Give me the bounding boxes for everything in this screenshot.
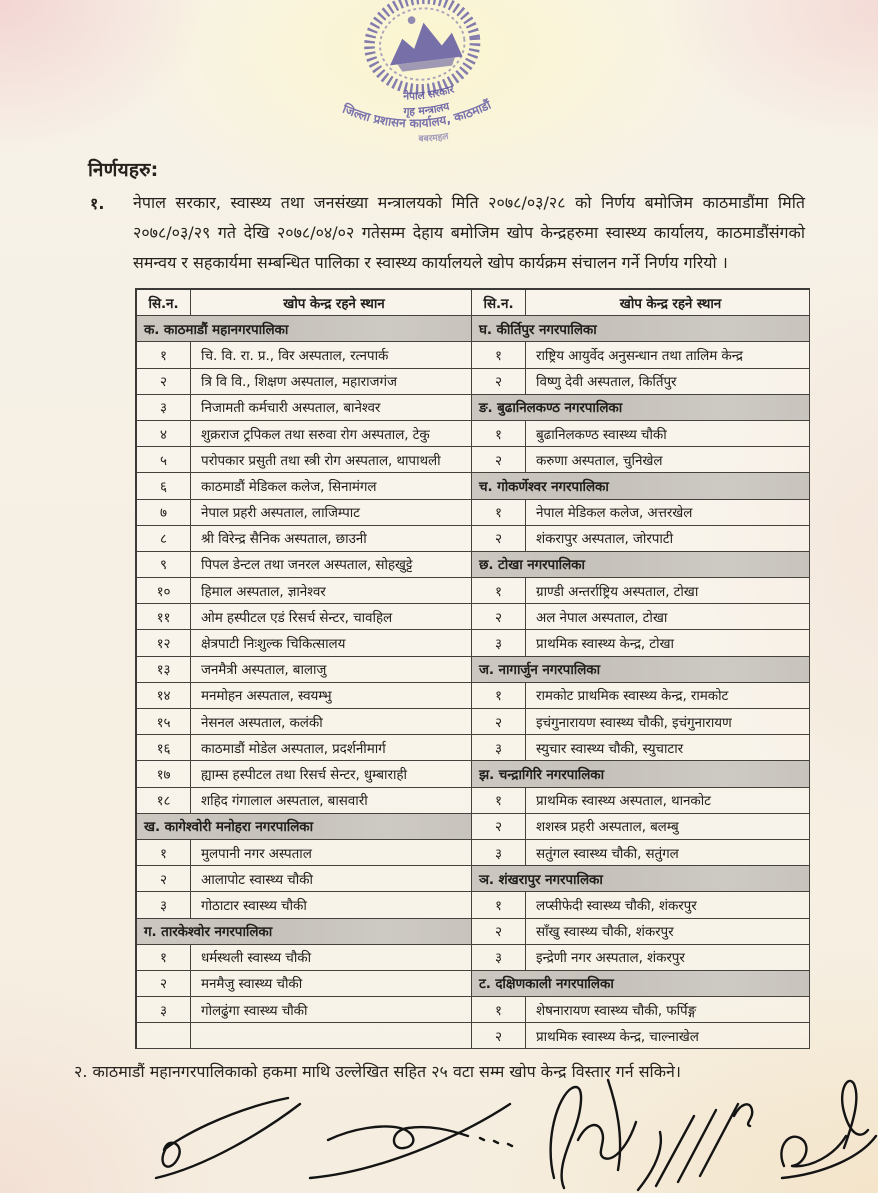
center-name-cell: चि. वि. रा. प्र., विर अस्पताल, रत्नपार्क [191, 342, 472, 368]
government-seal-icon [313, 0, 581, 167]
center-name-cell: ओम हस्पीटल एडं रिसर्च सेन्टर, चावहिल [191, 604, 472, 630]
serial-number-cell: २ [472, 814, 526, 840]
serial-number-cell: २ [472, 1023, 526, 1049]
center-name-cell: मनमोहन अस्पताल, स्वयम्भु [191, 683, 472, 709]
serial-number-cell: १६ [137, 735, 191, 761]
center-name-cell: परोपकार प्रसुती तथा स्त्री रोग अस्पताल, थापाथली [191, 447, 472, 473]
serial-number-cell: ७ [137, 500, 191, 526]
serial-number-cell: २ [472, 369, 526, 395]
serial-number-cell: १७ [137, 761, 191, 787]
serial-number-cell: ८ [137, 526, 191, 552]
serial-number-cell: ५ [137, 447, 191, 473]
serial-number-cell: २ [137, 369, 191, 395]
signature-4 [638, 1104, 752, 1190]
official-stamp [313, 0, 581, 167]
center-name-cell: श्री विरेन्द्र सैनिक अस्पताल, छाउनी [191, 526, 472, 552]
decision-1 [88, 188, 806, 278]
center-name-cell: ग्राण्डी अन्तर्राष्ट्रिय अस्पताल, टोखा [526, 578, 810, 604]
decisions-heading: निर्णयहरु: [88, 159, 159, 181]
center-name-cell: लप्सीफेदी स्वास्थ्य चौकी, शंकरपुर [526, 892, 810, 918]
section-header-cell: क. काठमाडौं महानगरपालिका [137, 316, 472, 342]
center-name-cell: प्राथमिक स्वास्थ्य केन्द्र, चाल्नाखेल [526, 1023, 810, 1049]
serial-number-cell: १ [472, 997, 526, 1023]
section-header-cell: झ. चन्द्रागिरि नगरपालिका [472, 761, 810, 787]
section-header-cell: ख. कागेश्वोरी मनोहरा नगरपालिका [137, 814, 472, 840]
decision-1-text: नेपाल सरकार, स्वास्थ्य तथा जनसंख्या मन्त्रालयको मिति २०७८/०३/२८ को निर्णय बमोजिम काठमाडौंमा मिति २०७८/०३/२९ गते देखि २०७८/०४/०२ गतेसम्म देहाय बमोजिम खोप केन्द्रहरुमा स्वास्थ्य कार्यालय, काठमाडौंसंगको समन्वय र सहकार्यमा सम्बन्धित पालिका र स्वास्थ्य कार्यालयले खोप कार्यक्रम संचालन गर्ने निर्णय गरियो । [133, 193, 805, 272]
center-name-cell: नेसनल अस्पताल, कलंकी [191, 709, 472, 735]
center-name-cell: इचंगुनारायण स्वास्थ्य चौकी, इचंगुनारायण [526, 709, 810, 735]
column-header-place: खोप केन्द्र रहने स्थान [526, 290, 810, 316]
center-name-cell: सतुंगल स्वास्थ्य चौकी, सतुंगल [526, 840, 810, 866]
center-name-cell: गोठाटार स्वास्थ्य चौकी [191, 892, 472, 918]
center-name-cell: रामकोट प्राथमिक स्वास्थ्य केन्द्र, रामकोट [526, 683, 810, 709]
serial-number-cell: ४ [137, 421, 191, 447]
center-name-cell: शहिद गंगालाल अस्पताल, बासवारी [191, 788, 472, 814]
center-name-cell: त्रि वि वि., शिक्षण अस्पताल, महाराजगंज [191, 369, 472, 395]
center-name-cell: राष्ट्रिय आयुर्वेद अनुसन्धान तथा तालिम केन्द्र [526, 342, 810, 368]
signature-3 [551, 1080, 636, 1188]
stamp-line-4: बबरमहल [418, 131, 450, 145]
serial-number-cell: १४ [137, 683, 191, 709]
center-name-cell: इन्द्रेणी नगर अस्पताल, शंकरपुर [526, 945, 810, 971]
serial-number-cell: २ [472, 604, 526, 630]
serial-number-cell: १ [472, 578, 526, 604]
center-name-cell: जनमैत्री अस्पताल, बालाजु [191, 657, 472, 683]
serial-number-cell: १ [137, 945, 191, 971]
serial-number-cell: १ [137, 840, 191, 866]
center-name-cell: शशस्त्र प्रहरी अस्पताल, बलम्बु [526, 814, 810, 840]
stamp-line-3: जिल्ला प्रशासन कार्यालय, काठमाडौं [340, 97, 494, 131]
serial-number-cell: ३ [472, 630, 526, 656]
serial-number-cell: १८ [137, 788, 191, 814]
serial-number-cell: ११ [137, 604, 191, 630]
center-name-cell: काठमाडौं मेडिकल कलेज, सिनामंगल [191, 473, 472, 499]
center-name-cell: नेपाल प्रहरी अस्पताल, लाजिम्पाट [191, 500, 472, 526]
svg-text:बबरमहल [416, 131, 450, 147]
center-name-cell [191, 1023, 472, 1049]
section-header-cell: ज. नागार्जुन नगरपालिका [472, 657, 810, 683]
center-name-cell: काठमाडौं मोडेल अस्पताल, प्रदर्शनीमार्ग [191, 735, 472, 761]
signature-1 [156, 1098, 300, 1178]
center-name-cell: मुलपानी नगर अस्पताल [191, 840, 472, 866]
center-name-cell: प्राथमिक स्वास्थ्य अस्पताल, थानकोट [526, 788, 810, 814]
center-name-cell: क्षेत्रपाटी निःशुल्क चिकित्सालय [191, 630, 472, 656]
decision-1-number: १. [90, 194, 105, 213]
vaccination-centers-table [135, 288, 810, 1049]
serial-number-cell: १ [472, 683, 526, 709]
center-name-cell: स्युचार स्वास्थ्य चौकी, स्युचाटार [526, 735, 810, 761]
serial-number-cell: ३ [137, 395, 191, 421]
center-name-cell: अल नेपाल अस्पताल, टोखा [526, 604, 810, 630]
serial-number-cell: २ [472, 526, 526, 552]
center-name-cell: निजामती कर्मचारी अस्पताल, बानेश्वर [191, 395, 472, 421]
center-name-cell: करुणा अस्पताल, चुनिखेल [526, 447, 810, 473]
serial-number-cell [137, 1023, 191, 1049]
serial-number-cell: १३ [137, 657, 191, 683]
serial-number-cell: १२ [137, 630, 191, 656]
column-header-sn: सि.न. [137, 290, 191, 316]
serial-number-cell: ३ [137, 997, 191, 1023]
serial-number-cell: १ [472, 892, 526, 918]
serial-number-cell: ३ [472, 945, 526, 971]
center-name-cell: शुक्रराज ट्रपिकल तथा सरुवा रोग अस्पताल, टेकु [191, 421, 472, 447]
stamp-line-1: नेपाल सरकार [403, 83, 456, 103]
center-name-cell: धर्मस्थली स्वास्थ्य चौकी [191, 945, 472, 971]
section-header-cell: ङ. बुढानिलकण्ठ नगरपालिका [472, 395, 810, 421]
serial-number-cell: १५ [137, 709, 191, 735]
section-header-cell: ट. दक्षिणकाली नगरपालिका [472, 971, 810, 997]
center-name-cell: गोलढुंगा स्वास्थ्य चौकी [191, 997, 472, 1023]
center-name-cell: नेपाल मेडिकल कलेज, अत्तरखेल [526, 500, 810, 526]
serial-number-cell: २ [472, 919, 526, 945]
signatures [138, 1078, 878, 1193]
center-name-cell: पिपल डेन्टल तथा जनरल अस्पताल, सोहखुट्टे [191, 552, 472, 578]
serial-number-cell: ६ [137, 473, 191, 499]
center-name-cell: प्राथमिक स्वास्थ्य केन्द्र, टोखा [526, 630, 810, 656]
serial-number-cell: ९ [137, 552, 191, 578]
center-name-cell: ह्याम्स हस्पीटल तथा रिसर्च सेन्टर, धुम्बाराही [191, 761, 472, 787]
serial-number-cell: १० [137, 578, 191, 604]
serial-number-cell: १ [472, 500, 526, 526]
column-header-place: खोप केन्द्र रहने स्थान [191, 290, 472, 316]
column-header-sn: सि.न. [472, 290, 526, 316]
section-header-cell: घ. कीर्तिपुर नगरपालिका [472, 316, 810, 342]
center-name-cell: आलापोट स्वास्थ्य चौकी [191, 866, 472, 892]
serial-number-cell: १ [472, 788, 526, 814]
signature-2 [310, 1104, 512, 1178]
serial-number-cell: २ [472, 709, 526, 735]
section-header-cell: छ. टोखा नगरपालिका [472, 552, 810, 578]
serial-number-cell: ३ [472, 840, 526, 866]
center-name-cell: मनमैजु स्वास्थ्य चौकी [191, 971, 472, 997]
decision-2: २. काठमाडौं महानगरपालिकाको हकमा माथि उल्लेखित सहित २५ वटा सम्म खोप केन्द्र विस्तार गर्न सकिने। [74, 1062, 681, 1081]
center-name-cell: साँखु स्वास्थ्य चौकी, शंकरपुर [526, 919, 810, 945]
serial-number-cell: २ [137, 971, 191, 997]
serial-number-cell: १ [137, 342, 191, 368]
center-name-cell: शेषनारायण स्वास्थ्य चौकी, फर्पिङ्ग [526, 997, 810, 1023]
section-header-cell: ञ. शंखरापुर नगरपालिका [472, 866, 810, 892]
serial-number-cell: ३ [472, 735, 526, 761]
stamp-line-2: गृह मन्त्रालय [403, 100, 451, 118]
signature-5 [781, 1081, 876, 1178]
serial-number-cell: २ [472, 447, 526, 473]
serial-number-cell: १ [472, 342, 526, 368]
serial-number-cell: २ [137, 866, 191, 892]
serial-number-cell: ३ [137, 892, 191, 918]
section-header-cell: च. गोकर्णेश्वर नगरपालिका [472, 473, 810, 499]
center-name-cell: शंकरापुर अस्पताल, जोरपाटी [526, 526, 810, 552]
section-header-cell: ग. तारकेश्वोर नगरपालिका [137, 919, 472, 945]
serial-number-cell: १ [472, 421, 526, 447]
center-name-cell: विष्णु देवी अस्पताल, किर्तिपुर [526, 369, 810, 395]
center-name-cell: बुढानिलकण्ठ स्वास्थ्य चौकी [526, 421, 810, 447]
center-name-cell: हिमाल अस्पताल, ज्ञानेश्वर [191, 578, 472, 604]
